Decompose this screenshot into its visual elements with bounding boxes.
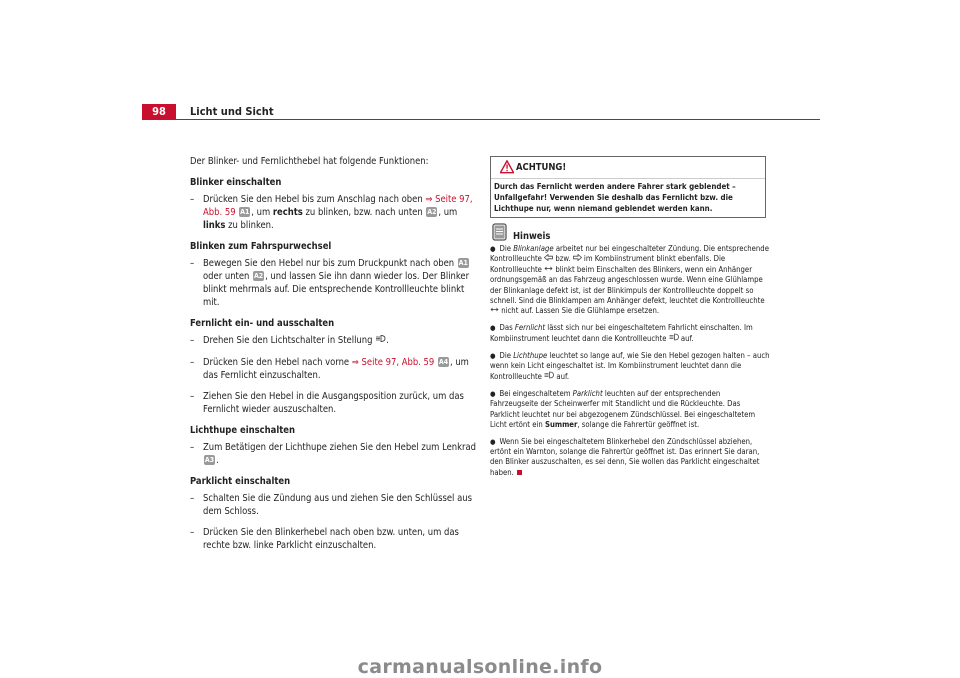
bullet: ● [490, 389, 496, 398]
bullet: ● [490, 437, 496, 446]
position-badge-a2: A2 [253, 272, 264, 280]
header-rule [176, 119, 820, 120]
position-badge-a3: A3 [204, 456, 215, 464]
hinweis-title: Hinweis [513, 231, 551, 242]
parklicht-text-1: Schalten Sie die Zündung aus und ziehen Sie den Schlüssel aus dem Schloss. [203, 493, 472, 517]
warning-header [491, 157, 765, 179]
fernlicht-text-2: Drücken Sie den Hebel nach vorne [203, 357, 352, 368]
warning-title: ACHTUNG! [516, 162, 567, 173]
bullet: ● [490, 245, 496, 253]
step-dash: – [190, 194, 195, 205]
bullet: ● [490, 323, 496, 332]
blinker-text-1: Drücken Sie den Hebel bis zum Anschlag nach oben [203, 194, 426, 205]
fernlicht-step-3 [190, 390, 480, 416]
step-dash: – [190, 527, 195, 538]
rechts-label: rechts [272, 207, 303, 218]
hinweis-header [490, 227, 770, 244]
note-item: ● Die Lichthupe leuchtet so lange auf, wie Sie den Hebel gezogen halten – auch wenn kein Licht eingeschaltet ist. Im Kombiinstrument leuchtet dann die Kontrollleuchte auf. [490, 350, 770, 382]
lichthupe-text: Zum Betätigen der Lichthupe ziehen Sie den Hebel zum Lenkrad [203, 442, 477, 453]
fahrspur-heading: Blinken zum Fahrspurwechsel [190, 241, 332, 252]
fernlicht-text-4: Ziehen Sie den Hebel in die Ausgangsposition zurück, um das Fernlicht wieder auszuschalten. [203, 391, 464, 415]
parklicht-step-1 [190, 492, 480, 518]
high-beam-icon [544, 371, 554, 382]
step-dash: – [190, 357, 195, 368]
position-badge-a1: A1 [240, 208, 250, 216]
fernlicht-text-3: , um das Fernlicht einzuschalten. [203, 357, 469, 381]
chapter-title: Licht und Sicht [190, 105, 274, 118]
blinker-text-4: , um [438, 207, 458, 218]
position-badge-a2: A2 [427, 208, 437, 216]
step-dash: – [190, 391, 195, 402]
note-item: ● Wenn Sie bei eingeschaltetem Blinkerhebel den Zündschlüssel abziehen, ertönt ein Warnton, solange die Fahrertür geöffnet ist. Das erinnert Sie daran, den Blinker auszuschalten, es sei denn, Sie wollen das Parklicht eingeschaltet haben. [490, 436, 760, 477]
hinweis-section [490, 227, 770, 484]
note-item: ● Die Blinkanlage arbeitet nur bei eingeschalteter Zündung. Die entsprechende Kontrollleuchte bzw. im Kombiinstrument blinkt ebenfalls. Die Kontrollleuchte blinkt beim Einschalten des Blinkers, wenn ein Anhänger ordnungsgemäß an das Fahrzeug angeschlossen wurde. Wenn eine Glühlampe der Blinkanlage defekt ist, ist der Blinkimpuls der Kontrollleuchte doppelt so schnell. Sind die Blinklampen am Anhänger defekt, leuchtet die Kontrollleuchte nicht auf. Lassen Sie die Glühlampe ersetzen. [490, 244, 769, 316]
fernlicht-text-1-end: . [386, 335, 389, 346]
note-icon [492, 223, 508, 245]
turn-left-icon [544, 254, 553, 264]
fahrspur-step [190, 257, 480, 309]
lichthupe-text-end: . [216, 455, 219, 466]
step-dash: – [190, 442, 195, 453]
watermark: carmanualsonline.info [357, 656, 603, 678]
blinker-text-2: , um [251, 207, 273, 218]
position-badge-a4: A4 [438, 358, 449, 366]
trailer-indicator-icon [490, 306, 499, 316]
parklicht-text-2: Drücken Sie den Blinkerhebel nach oben bzw. unten, um das rechte bzw. linke Parklicht einzuschalten. [203, 527, 459, 551]
fahrspur-text-3: , und lassen Sie ihn dann wieder los. Der Blinker blinkt mehrmals auf. Die entsprechende Kontrollleuchte blinkt mit. [203, 271, 470, 308]
step-dash: – [190, 258, 195, 269]
fahrspur-text-2: oder unten [203, 271, 253, 282]
high-beam-icon [669, 333, 679, 344]
lichthupe-step [190, 441, 480, 467]
turn-right-icon [573, 254, 582, 264]
blinker-text-3: zu blinken, bzw. nach unten [302, 207, 426, 218]
warning-box [490, 156, 766, 218]
fernlicht-step-1 [190, 334, 480, 348]
fahrspur-text-1: Bewegen Sie den Hebel nur bis zum Druckpunkt nach oben [203, 258, 457, 269]
note-item: ● Das Fernlicht lässt sich nur bei eingeschaltetem Fahrlicht einschalten. Im Kombiinstrument leuchtet dann die Kontrollleuchte auf. [490, 322, 753, 344]
lichthupe-heading: Lichthupe einschalten [190, 425, 295, 436]
fernlicht-step-2 [190, 356, 480, 382]
blinker-step [190, 193, 480, 232]
step-dash: – [190, 493, 195, 504]
fernlicht-text-1: Drehen Sie den Lichtschalter in Stellung [203, 335, 376, 346]
bullet: ● [490, 351, 496, 360]
page-ref-link[interactable]: ⇒ Seite 97, Abb. 59 [351, 357, 435, 368]
warning-triangle-icon [500, 159, 514, 178]
position-badge-a1: A1 [458, 259, 468, 267]
warning-text: Durch das Fernlicht werden andere Fahrer stark geblendet – Unfallgefahr! Verwenden Sie deshalb das Fernlicht bzw. die Lichthupe nur, wenn niemand geblendet werden kann. [494, 182, 736, 213]
left-column [190, 155, 480, 560]
section-end-mark [517, 470, 522, 475]
page-number: 98 [142, 104, 176, 120]
links-label: links [203, 220, 226, 231]
blinker-heading: Blinker einschalten [190, 177, 282, 188]
parklicht-step-2 [190, 526, 480, 552]
parklicht-heading: Parklicht einschalten [190, 476, 291, 487]
note-item: ● Bei eingeschaltetem Parklicht leuchten auf der entsprechenden Fahrzeugseite der Scheinwerfer mit Standlicht und die Rückleuchte. Das Parklicht leuchtet nur bei abgezogenem Zündschlüssel. Bei eingeschaltetem Licht ertönt ein Summer, solange die Fahrertür geöffnet ist. [490, 388, 756, 430]
page-ref-link[interactable]: ⇒ Seite 97, Abb. 59 [203, 194, 473, 218]
fernlicht-heading: Fernlicht ein- und ausschalten [190, 318, 335, 329]
step-dash: – [190, 335, 195, 346]
intro-text: Der Blinker- und Fernlichthebel hat folgende Funktionen: [190, 156, 429, 167]
blinker-text-5: zu blinken. [225, 220, 274, 231]
headlight-switch-icon [375, 334, 386, 348]
trailer-indicator-icon [544, 265, 553, 275]
